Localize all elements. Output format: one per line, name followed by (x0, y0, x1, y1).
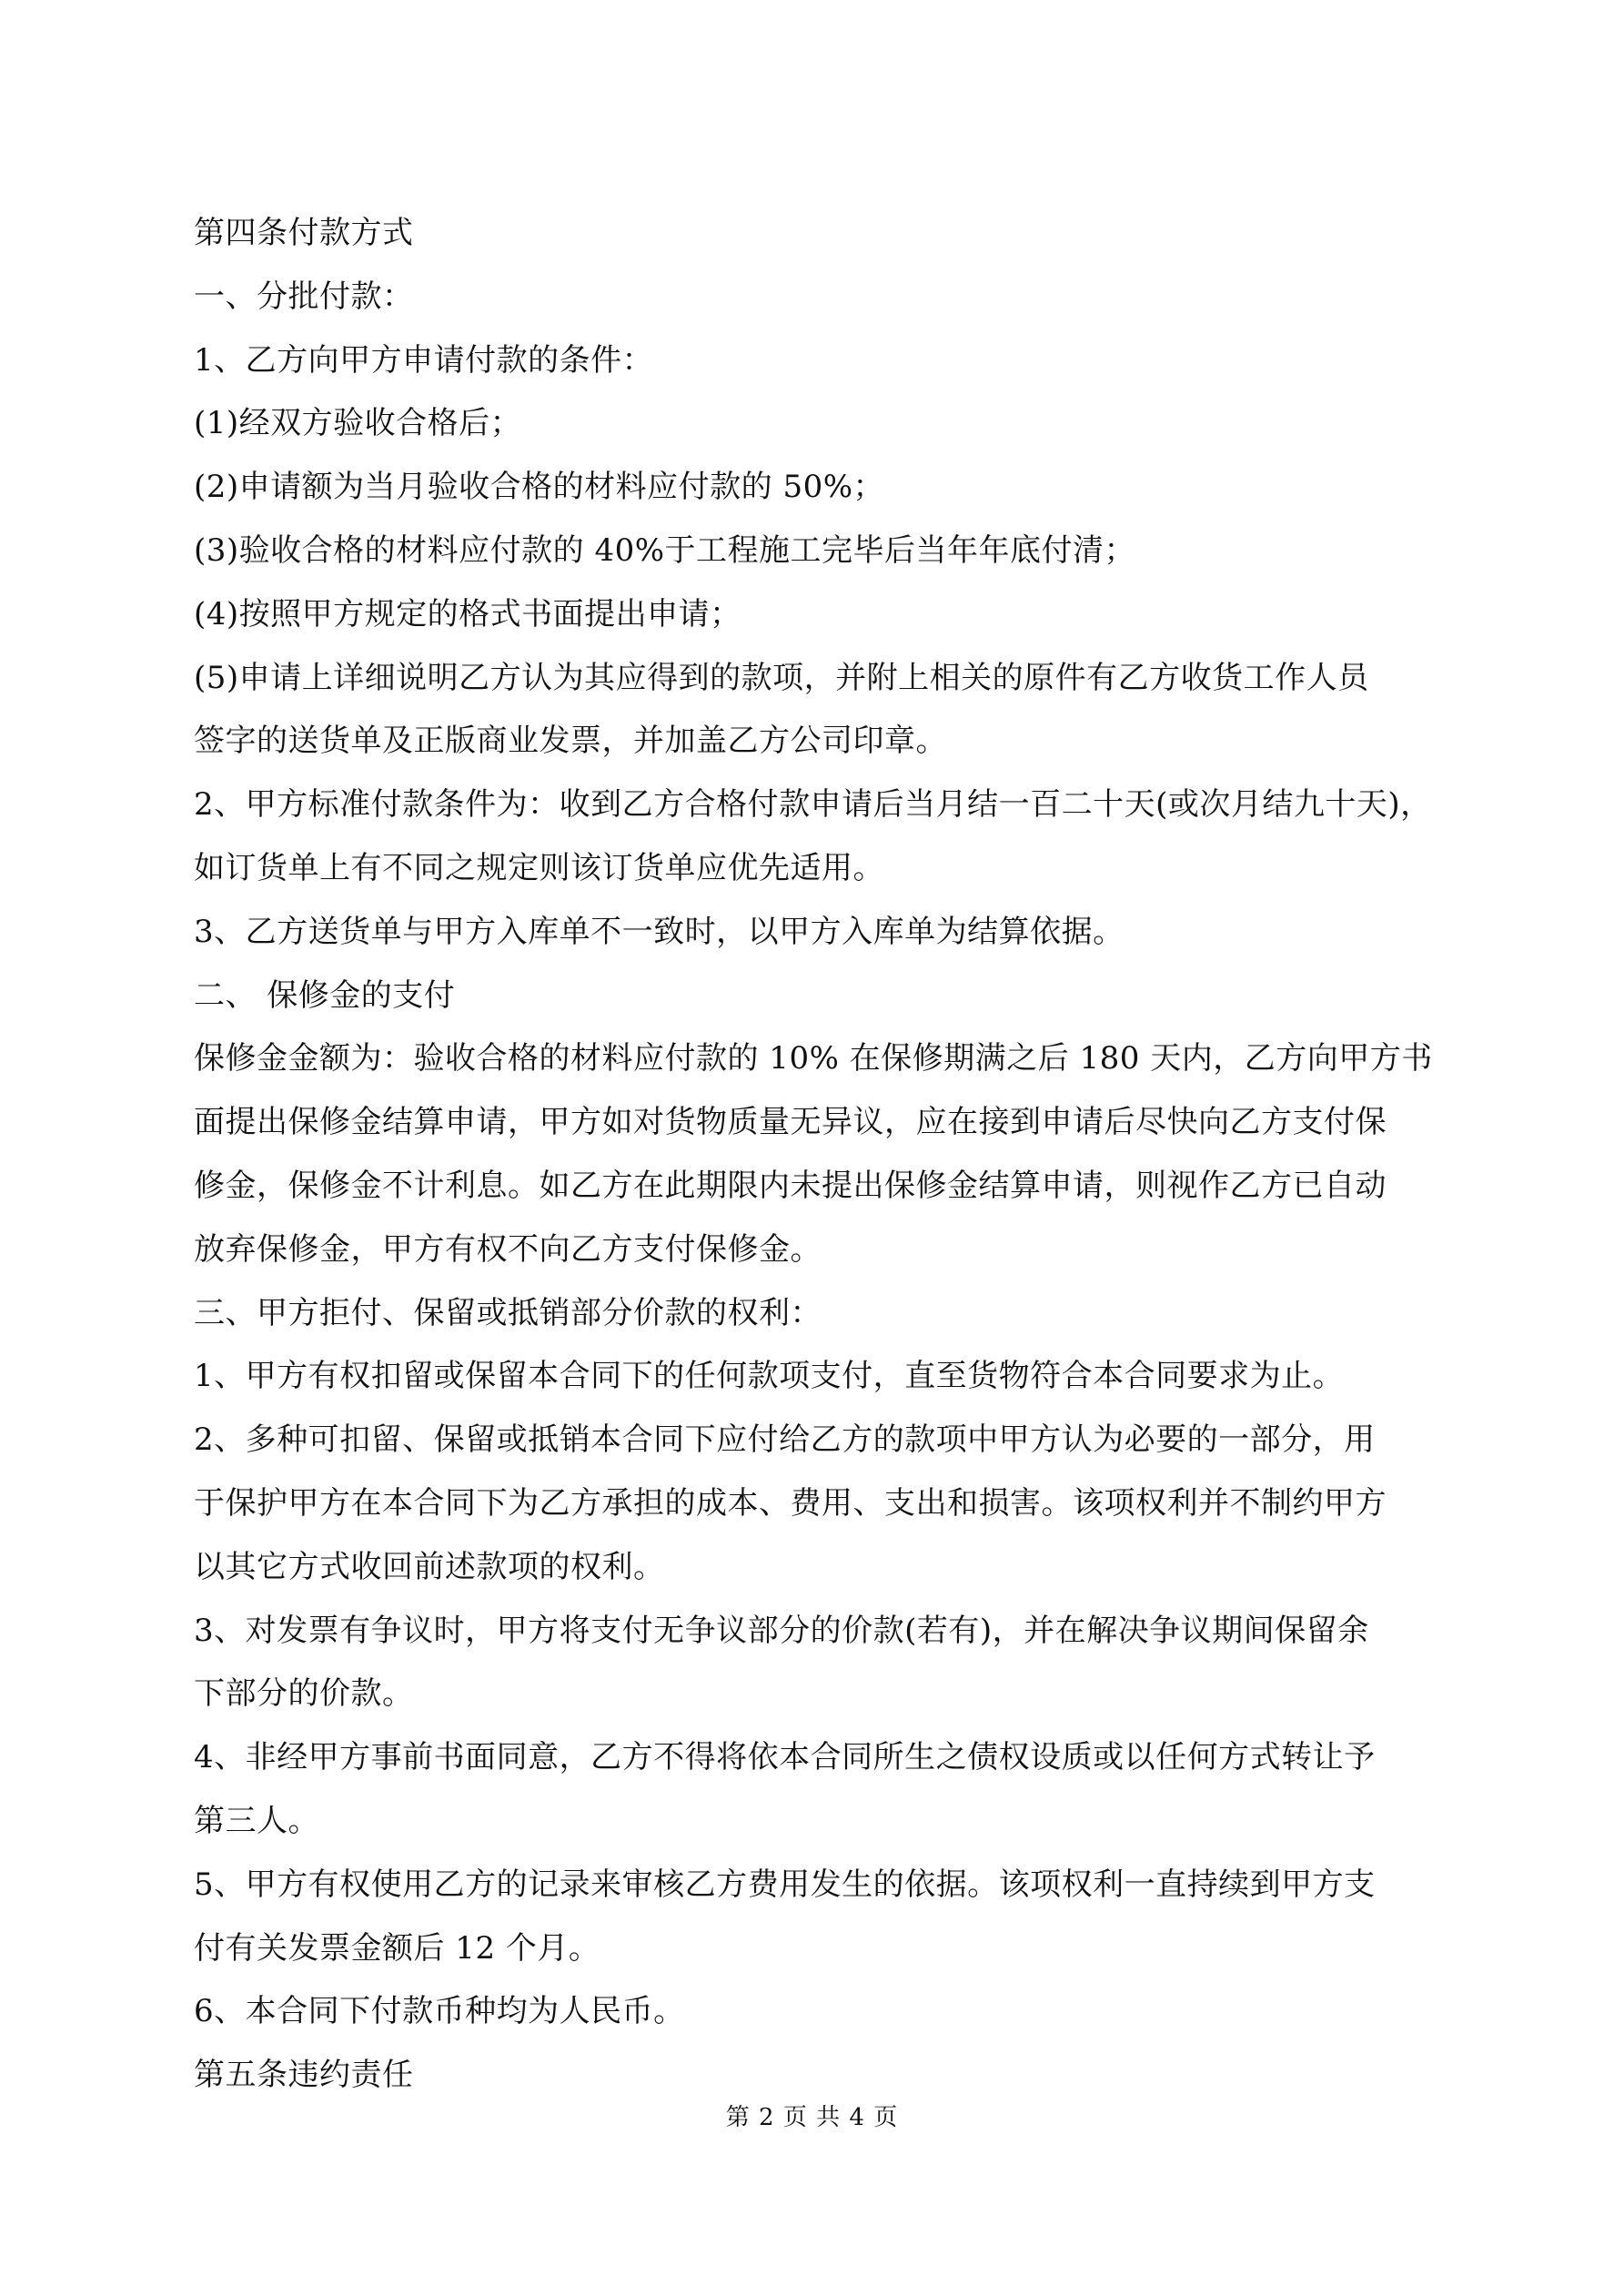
paragraph-line: 2、甲方标准付款条件为：收到乙方合格付款申请后当月结一百二十天(或次月结九十天)， (194, 786, 1432, 824)
paragraph-line: 6、本合同下付款币种均为人民币。 (194, 1993, 685, 2030)
heading-article-5: 第五条违约责任 (194, 2057, 414, 2094)
document-body (194, 202, 1449, 2108)
paragraph-line: 1、乙方向甲方申请付款的条件： (194, 341, 654, 379)
paragraph-line: 3、对发票有争议时，甲方将支付无争议部分的价款(若有)，并在解决争议期间保留余 (194, 1612, 1369, 1649)
paragraph-line: 第三人。 (194, 1802, 319, 1839)
paragraph-line: 修金，保修金不计利息。如乙方在此期限内未提出保修金结算申请，则视作乙方已自动 (194, 1167, 1387, 1204)
paragraph-line: (2)申请额为当月验收合格的材料应付款的 50%； (194, 469, 885, 506)
paragraph-line: (1)经双方验收合格后； (194, 405, 522, 442)
paragraph-line: 下部分的价款。 (194, 1675, 414, 1713)
heading-article-4: 第四条付款方式 (194, 215, 414, 251)
paragraph-line: 如订货单上有不同之规定则该订货单应优先适用。 (194, 849, 884, 886)
section-heading-rights: 三、甲方拒付、保留或抵销部分价款的权利： (194, 1294, 822, 1331)
paragraph-line: 1、甲方有权扣留或保留本合同下的任何款项支付，直至货物符合本合同要求为止。 (194, 1358, 1345, 1395)
paragraph-line: (4)按照甲方规定的格式书面提出申请； (194, 595, 741, 632)
paragraph-line: 签字的送货单及正版商业发票，并加盖乙方公司印章。 (194, 723, 947, 760)
paragraph-line: 2、多种可扣留、保留或抵销本合同下应付给乙方的款项中甲方认为必要的一部分，用 (194, 1421, 1376, 1459)
paragraph-line: (3)验收合格的材料应付款的 40%于工程施工完毕后当年年底付清； (194, 531, 1136, 569)
paragraph-line: 保修金金额为：验收合格的材料应付款的 10% 在保修期满之后 180 天内，乙方向甲方书 (194, 1040, 1433, 1077)
paragraph-line: 于保护甲方在本合同下为乙方承担的成本、费用、支出和损害。该项权利并不制约甲方 (194, 1484, 1387, 1522)
section-heading-installments: 一、分批付款： (194, 278, 414, 315)
paragraph-line: 放弃保修金，甲方有权不向乙方支付保修金。 (194, 1230, 822, 1268)
page-number-footer: 第 2 页 共 4 页 (725, 2104, 899, 2131)
paragraph-line: 4、非经甲方事前书面同意，乙方不得将依本合同所生之债权设质或以任何方式转让予 (194, 1739, 1376, 1776)
section-heading-warranty: 二、 保修金的支付 (194, 976, 456, 1014)
paragraph-line: 付有关发票金额后 12 个月。 (194, 1929, 600, 1967)
paragraph-line: 5、甲方有权使用乙方的记录来审核乙方费用发生的依据。该项权利一直持续到甲方支 (194, 1866, 1376, 1903)
paragraph-line: 3、乙方送货单与甲方入库单不一致时，以甲方入库单为结算依据。 (194, 913, 1125, 950)
paragraph-line: 面提出保修金结算申请，甲方如对货物质量无异议，应在接到申请后尽快向乙方支付保 (194, 1104, 1387, 1141)
paragraph-line: 以其它方式收回前述款项的权利。 (194, 1548, 665, 1585)
paragraph-line: (5)申请上详细说明乙方认为其应得到的款项，并附上相关的原件有乙方收货工作人员 (194, 659, 1369, 696)
